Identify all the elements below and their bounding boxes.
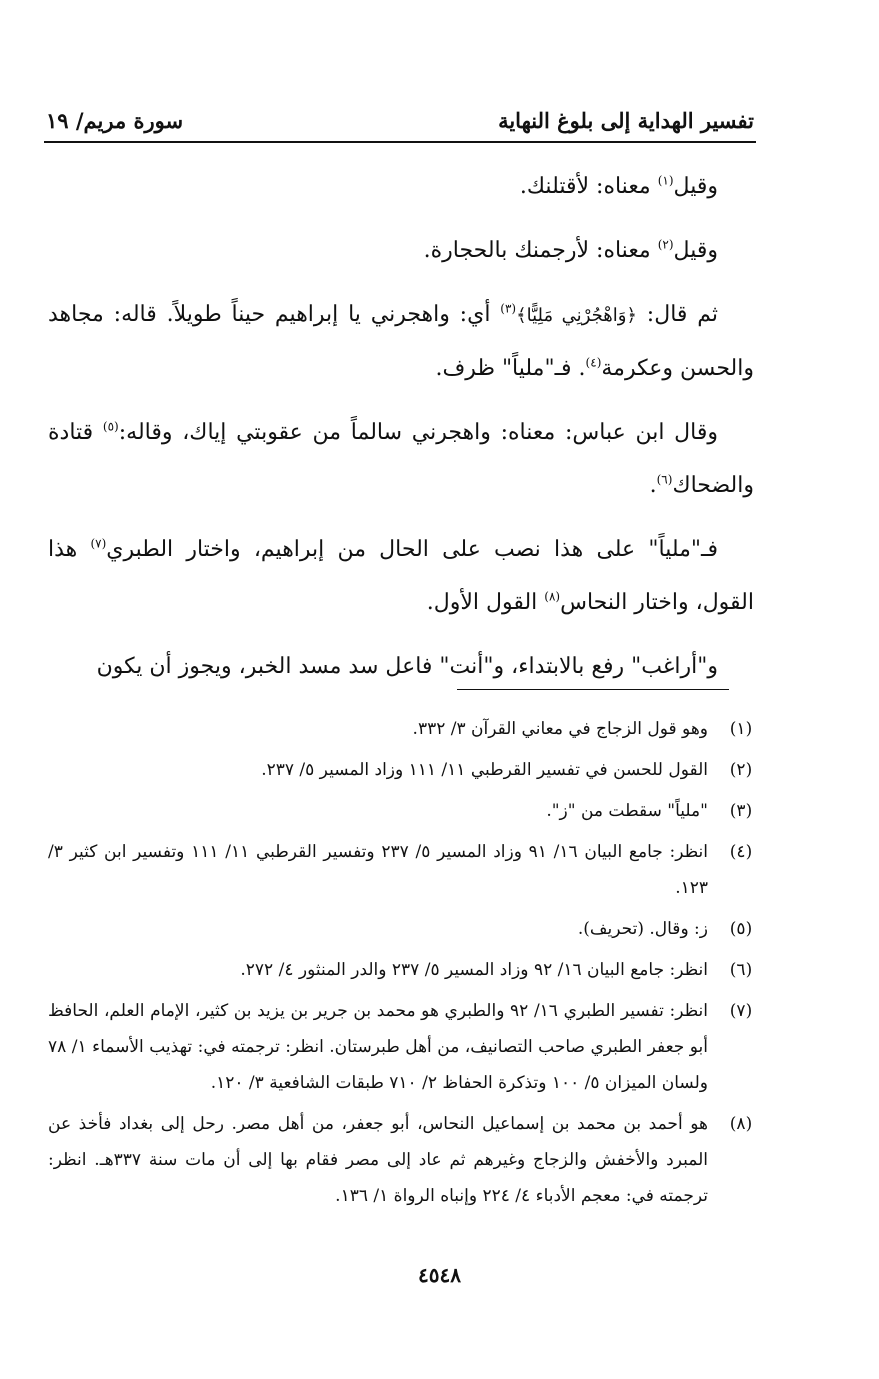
footnote-text: "ملياً" سقطت من "ز". — [546, 801, 708, 821]
paragraph-6 — [48, 640, 754, 693]
surah-reference: سورة مريم/ ١٩ — [46, 108, 184, 133]
footnote-text: انظر: جامع البيان ١٦/ ٩٢ وزاد المسير ٥/ ٢٣٧ والدر المنثور ٤/ ٢٧٢. — [240, 960, 708, 980]
footnote-3 — [48, 793, 760, 829]
footnote-number: (٢) — [729, 760, 753, 780]
footnote-text: انظر: تفسير الطبري ١٦/ ٩٢ والطبري هو محمد بن جرير بن يزيد بن كثير، الإمام العلم، الحافظ أبو جعفر الطبري صاحب التصانيف، من أهل طبرستان. انظر: ترجمته في: تهذيب الأسماء ١/ ٧٨ ولسان الميزان ٥/ ١٠٠ وتذكرة الحفاظ ٢/ ٧١٠ طبقات الشافعية ٣/ ١٢٠. — [48, 1001, 708, 1093]
footnote-text: ز: وقال. (تحريف). — [577, 919, 708, 939]
paragraph-3-text-cont: أي: واهجرني يا إبراهيم حيناً طويلاً. قاله: مجاهد والحسن وعكرمة — [48, 302, 754, 381]
footnote-5 — [48, 911, 760, 947]
paragraph-4-text: وقال ابن عباس: معناه: واهجرني سالماً من عقوبتي إياك، وقاله: — [118, 420, 718, 445]
paragraph-4 — [48, 406, 754, 512]
paragraph-3-text: ثم قال: — [636, 302, 718, 327]
footnote-divider — [457, 689, 729, 690]
footnote-ref-2: (٢) — [657, 237, 674, 252]
paragraph-2 — [48, 224, 754, 277]
footnote-text: وهو قول الزجاج في معاني القرآن ٣/ ٣٣٢. — [412, 719, 708, 739]
paragraph-2-text-cont: معناه: لأرجمنك بالحجارة. — [423, 238, 658, 263]
footnote-text: القول للحسن في تفسير القرطبي ١١/ ١١١ وزاد المسير ٥/ ٢٣٧. — [261, 760, 708, 780]
footnote-text: انظر: جامع البيان ١٦/ ٩١ وزاد المسير ٥/ ٢٣٧ وتفسير القرطبي ١١/ ١١١ وتفسير ابن كثير ٣/ ١٢٣. — [48, 842, 708, 898]
footnote-number: (٨) — [729, 1114, 753, 1134]
paragraph-5-text-cont: هذا القول، واختار النحاس — [48, 537, 754, 615]
page-number: ٤٥٤٨ — [418, 1263, 461, 1287]
paragraph-3-text-end: . فـ"ملياً" ظرف. — [435, 356, 586, 381]
paragraph-5 — [48, 523, 754, 629]
footnote-7 — [48, 993, 760, 1101]
footnote-number: (٥) — [729, 919, 753, 939]
quran-verse: ﴿وَاهْجُرْنِي مَلِيًّا﴾ — [516, 305, 637, 326]
footnote-number: (٣) — [729, 801, 753, 821]
footnote-number: (٧) — [729, 1001, 753, 1021]
footnote-ref-7: (٧) — [90, 536, 107, 551]
paragraph-4-text-end: . — [649, 473, 657, 498]
paragraph-6-text: و"أراغب" رفع بالابتداء، و"أنت" فاعل سد مسد الخبر، ويجوز أن يكون — [96, 654, 718, 679]
footnote-text: هو أحمد بن محمد بن إسماعيل النحاس، أبو جعفر، من أهل مصر. رحل إلى بغداد فأخذ عن المبرد والأخفش والزجاج وغيرهم ثم عاد إلى مصر فقام بها إلى أن مات سنة ٣٣٧هـ. انظر: ترجمته في: معجم الأدباء ٤/ ٢٢٤ وإنباه الرواة ١/ ١٣٦. — [48, 1114, 708, 1206]
footnote-1 — [48, 711, 760, 747]
footnote-ref-3: (٣) — [500, 301, 517, 316]
paragraph-4-text-cont: قتادة والضحاك — [48, 420, 754, 498]
footnotes — [48, 711, 760, 1219]
paragraph-1 — [48, 160, 754, 213]
footnote-2 — [48, 752, 760, 788]
footnote-ref-8: (٨) — [544, 589, 561, 604]
footnote-4 — [48, 834, 760, 906]
footnote-ref-5: (٥) — [102, 419, 119, 434]
footnote-ref-1: (١) — [657, 173, 674, 188]
paragraph-3 — [48, 288, 754, 395]
main-text — [48, 160, 754, 704]
paragraph-2-text: وقيل — [673, 238, 718, 263]
book-title: تفسير الهداية إلى بلوغ النهاية — [498, 108, 754, 133]
footnote-ref-6: (٦) — [656, 472, 673, 487]
footnote-number: (٤) — [729, 842, 753, 862]
running-header — [44, 102, 756, 142]
header-divider — [44, 141, 756, 143]
footnote-8 — [48, 1106, 760, 1214]
footnote-number: (٦) — [729, 960, 753, 980]
paragraph-5-text: فـ"ملياً" على هذا نصب على الحال من إبراهيم، واختار الطبري — [106, 537, 718, 562]
footnote-number: (١) — [729, 719, 753, 739]
footnote-6 — [48, 952, 760, 988]
paragraph-1-text: وقيل — [673, 174, 718, 199]
paragraph-1-text-cont: معناه: لأقتلنك. — [519, 174, 658, 199]
footnote-ref-4: (٤) — [585, 355, 602, 370]
paragraph-5-text-end: القول الأول. — [426, 590, 545, 615]
